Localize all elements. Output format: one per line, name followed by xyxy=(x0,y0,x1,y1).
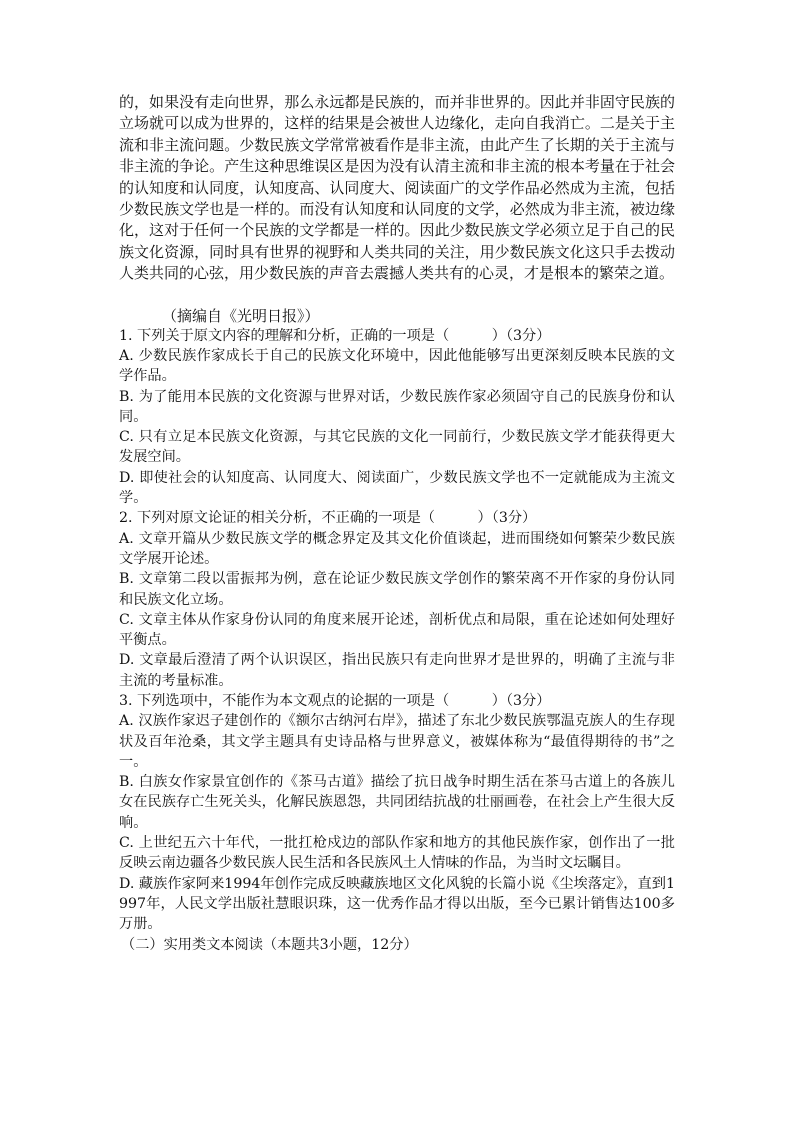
option-b: B. 白族女作家景宜创作的《茶马古道》描绘了抗日战争时期生活在茶马古道上的各族儿女在民族存亡生死关头，化解民族恩怨，共同团结抗战的壮丽画卷，在社会上产生很大反响。 xyxy=(119,774,675,831)
option-d: D. 即使社会的认知度高、认同度大、阅读面广，少数民族文学也不一定就能成为主流文学。 xyxy=(119,469,675,507)
article-source: （摘编自《光明日报》） xyxy=(162,306,320,325)
question-stem: 2. 下列对原文论证的相关分析，不正确的一项是（ ）（3分） xyxy=(119,510,537,527)
question-stem: 3. 下列选项中，不能作为本文观点的论据的一项是（ ）（3分） xyxy=(119,693,551,709)
option-c: C. 上世纪五六十年代，一批扛枪戍边的部队作家和地方的其他民族作家，创作出了一批反映云南边疆各少数民族人民生活和各民族风土人情味的作品，为当时文坛瞩目。 xyxy=(119,835,675,872)
question-3 xyxy=(119,691,675,935)
option-c: C. 只有立足本民族文化资源，与其它民族的文化一同前行，少数民族文学才能获得更大发展空间。 xyxy=(119,429,675,466)
option-a: A. 少数民族作家成长于自己的民族文化环境中，因此他能够写出更深刻反映本民族的文学作品。 xyxy=(119,347,675,385)
question-1 xyxy=(119,326,675,509)
article-paragraph: 的，如果没有走向世界，那么永远都是民族的，而并非世界的。因此并非固守民族的立场就可以成为世界的，这样的结果是会被世人边缘化，走向自我消亡。二是关于主流和非主流问题。少数民族文学常常被看作是非主流，由此产生了长期的关于主流与非主流的争论。产生这种思维误区是因为没有认清主流和非主流的根本考量在于社会的认知度和认同度，认知度高、认同度大、阅读面广的文学作品必然成为主流，包括少数民族文学也是一样的。而没有认知度和认同度的文学，必然成为非主流，被边缘化，这对于任何一个民族的文学都是一样的。因此少数民族文学必须立足于自己的民族文化资源，同时具有世界的视野和人类共同的关注，用少数民族文化这只手去拨动人类共同的心弦，用少数民族的声音去震撼人类共有的心灵，才是根本的繁荣之道。 xyxy=(119,93,675,283)
option-a: A. 文章开篇从少数民族文学的概念界定及其文化价值谈起，进而围绕如何繁荣少数民族文学展开论述。 xyxy=(119,530,675,567)
question-2 xyxy=(119,508,675,691)
section-heading: （二）实用类文本阅读（本题共3小题，12分） xyxy=(121,936,418,953)
question-stem: 1. 下列关于原文内容的理解和分析，正确的一项是（ ）（3分） xyxy=(119,327,551,344)
option-b: B. 为了能用本民族的文化资源与世界对话，少数民族作家必须固守自己的民族身份和认同。 xyxy=(119,388,675,425)
document-page xyxy=(119,92,675,955)
option-d: D. 藏族作家阿来1994年创作完成反映藏族地区文化风貌的长篇小说《尘埃落定》，直到1997年，人民文学出版社慧眼识珠，这一优秀作品才得以出版，至今已累计销售达100多万册。 xyxy=(119,875,675,933)
option-a: A. 汉族作家迟子建创作的《额尔古纳河右岸》，描述了东北少数民族鄂温克族人的生存现状及百年沧桑，其文学主题具有史诗品格与世界意义，被媒体称为“最值得期待的书”之一。 xyxy=(119,713,675,770)
option-c: C. 文章主体从作家身份认同的角度来展开论述，剖析优点和局限，重在论述如何处理好平衡点。 xyxy=(119,611,675,649)
option-b: B. 文章第二段以雷振邦为例，意在论证少数民族文学创作的繁荣离不开作家的身份认同和民族文化立场。 xyxy=(119,571,675,608)
option-d: D. 文章最后澄清了两个认识误区，指出民族只有走向世界才是世界的，明确了主流与非主流的考量标准。 xyxy=(119,652,675,689)
